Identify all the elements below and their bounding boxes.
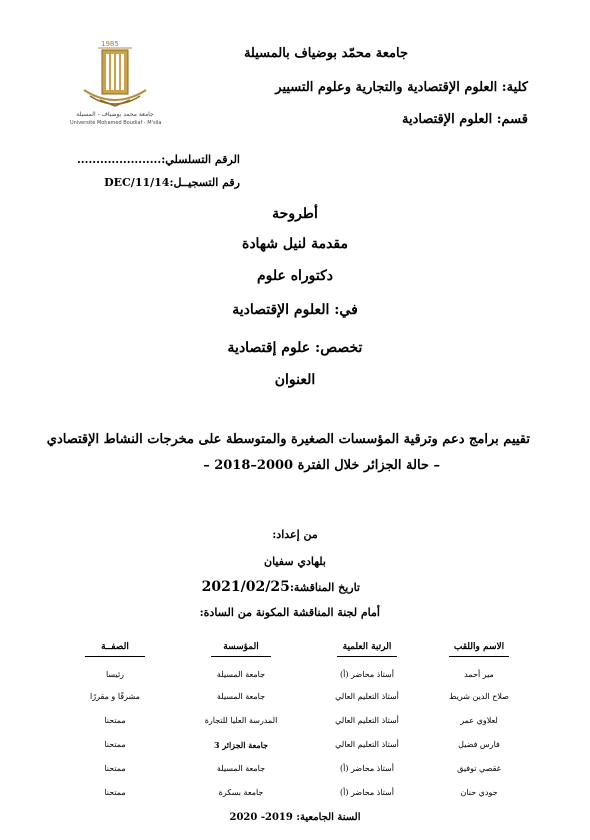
table-row	[0, 764, 590, 790]
defense-label: تاريخ المناقشة:	[289, 581, 360, 594]
faculty-name: كلية: العلوم الإقتصادية والتجارية وعلوم التسيير	[275, 80, 528, 95]
academic-year-label: السنة الجامعية:	[296, 812, 361, 823]
serial-number-line	[77, 153, 240, 166]
member-institution: جامعة الجزائر 3	[213, 740, 269, 750]
thesis-specialty: تخصص: علوم إقتصادية	[227, 340, 363, 356]
member-rank: أستاذ التعليم العالي	[335, 716, 399, 725]
department-name: قسم: العلوم الإقتصادية	[401, 112, 528, 127]
member-role: ممتحنا	[104, 716, 126, 725]
col-header-name: الاسم واللقب	[453, 642, 505, 652]
registration-label: رقم التسجيــل:	[169, 176, 240, 189]
col-header-role: الصفــة	[101, 642, 129, 652]
header-underline	[211, 656, 271, 657]
member-institution: جامعة بسكرة	[218, 788, 264, 797]
registration-value: DEC/11/14	[104, 176, 170, 189]
member-rank: أستاذ محاضر (أ)	[340, 670, 394, 679]
header-underline	[449, 656, 509, 657]
member-institution: المدرسة العليا للتجارة	[204, 716, 278, 725]
header-underline	[85, 656, 145, 657]
thesis-field: في: العلوم الإقتصادية	[232, 302, 358, 318]
thesis-title-line1: تقييم برامج دعم وترقية المؤسسات الصغيرة والمتوسطة على مخرجات النشاط الإقتصادي	[46, 432, 530, 447]
committee-label: أمام لجنة المناقشة المكونة من السادة:	[199, 606, 380, 619]
member-name: جودي حنان	[460, 788, 498, 797]
member-rank: أستاذ محاضر (أ)	[340, 764, 394, 773]
defense-date: 2021/02/25	[201, 579, 290, 595]
table-row	[0, 740, 590, 766]
thesis-title-line2: – حالة الجزائر خلال الفترة 2000–2018 –	[203, 458, 440, 473]
member-role: رئيسا	[105, 670, 125, 679]
logo-emblem-icon	[70, 40, 160, 112]
defense-date-line	[202, 579, 360, 595]
member-role: مشرفًا و مقررًا	[90, 692, 140, 701]
academic-year-line	[0, 812, 590, 823]
thesis-type: أطروحة	[272, 206, 318, 222]
serial-value: ......................	[76, 153, 162, 166]
member-rank: أستاذ محاضر (أ)	[340, 788, 394, 797]
header-underline	[337, 656, 397, 657]
member-role: ممتحنا	[104, 764, 126, 773]
logo-caption-arabic: جامعة محمد بوضياف - المسيلة	[76, 111, 154, 118]
table-row	[0, 716, 590, 742]
col-header-institution: المؤسسة	[223, 642, 259, 652]
member-institution: جامعة المسيلة	[216, 692, 266, 701]
university-logo	[70, 40, 160, 132]
serial-label: الرقم التسلسلي:	[161, 153, 240, 166]
table-row	[0, 692, 590, 718]
member-rank: أستاذ التعليم العالي	[335, 740, 399, 749]
academic-year-value: 2019- 2020	[229, 812, 293, 823]
member-name: فارس فضيل	[458, 740, 500, 749]
title-label: العنوان	[274, 372, 316, 388]
member-rank: أستاذ التعليم العالي	[335, 692, 399, 701]
member-name: لعلاوي عمر	[460, 716, 498, 725]
member-name: صلاح الدين شريط	[449, 692, 509, 701]
member-role: ممتحنا	[104, 788, 126, 797]
col-header-rank: الرتبة العلمية	[342, 642, 392, 652]
member-role: ممتحنا	[104, 740, 126, 749]
prepared-by-label: من إعداد:	[272, 528, 318, 541]
logo-year: 1985	[101, 40, 119, 48]
author-name: بلهادي سفيان	[264, 555, 326, 568]
member-institution: جامعة المسيلة	[216, 670, 266, 679]
thesis-presented: مقدمة لنيل شهادة	[241, 236, 349, 252]
member-name: غقصي توفيق	[457, 764, 501, 773]
table-row	[0, 788, 590, 814]
member-name: مير أحمد	[464, 670, 494, 679]
university-name: جامعة محمّد بوضياف بالمسيلة	[243, 46, 408, 61]
logo-caption-french: Université Mohamed Boudiaf - M'sila	[70, 120, 162, 126]
member-institution: جامعة المسيلة	[216, 764, 266, 773]
thesis-degree: دكتوراه علوم	[256, 268, 334, 284]
registration-number-line	[104, 176, 240, 189]
